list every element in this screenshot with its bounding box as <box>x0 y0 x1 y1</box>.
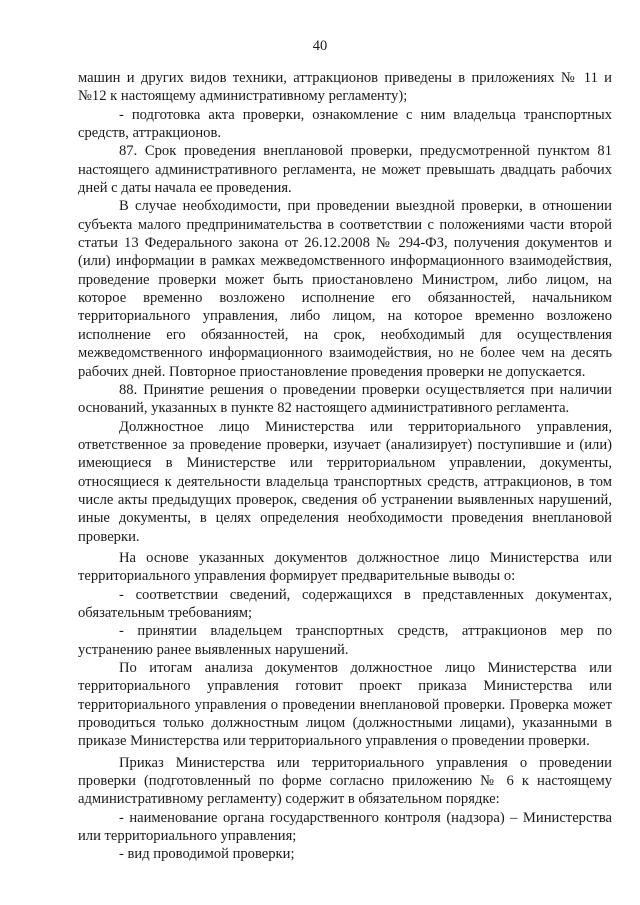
page-number: 40 <box>312 38 328 54</box>
document-body <box>78 69 612 864</box>
paragraph: По итогам анализа документов должностное лицо Министерства или территориального управления готовит проект приказа Министерства или территориального управления о проведении внеплановой проверки. Проверка может проводиться только должностным лицом (должностными лицами), указанными в приказе Министерства или территориального управления о проведении проверки. <box>78 660 612 750</box>
list-item: - соответствии сведений, содержащихся в представленных документах, обязательным требованиям; <box>78 586 612 621</box>
paragraph: На основе указанных документов должностное лицо Министерства или территориального управления формирует предварительные выводы о: <box>78 549 612 585</box>
list-item: - принятии владельцем транспортных средств, аттракционов мер по устранению ранее выявленных нарушений. <box>78 623 612 658</box>
paragraph: Приказ Министерства или территориального управления о проведении проверки (подготовленный по форме согласно приложению № 6 к настоящему административному регламенту) содержит в обязательном порядке: <box>78 754 612 808</box>
paragraph: Должностное лицо Министерства или территориального управления, ответственное за проведение проверки, изучает (анализирует) поступившие и (или) имеющиеся в Министерстве или территориальном управлении, документы, относящиеся к деятельности владельца транспортных средств, аттракционов, в том числе акты предыдущих проверок, сведения об устранении выявленных нарушений, иные документы, в целях определения необходимости проведения внеплановой проверки. <box>78 418 612 545</box>
list-item: - наименование органа государственного контроля (надзора) – Министерства или территориального управления; <box>78 809 612 845</box>
paragraph: машин и других видов техники, аттракционов приведены в приложениях № 11 и №12 к настоящему административному регламенту); <box>78 70 612 105</box>
list-item: - вид проводимой проверки; <box>119 846 295 863</box>
list-item: - подготовка акта проверки, ознакомление с ним владельца транспортных средств, аттракционов. <box>78 106 612 142</box>
paragraph: 87. Срок проведения внеплановой проверки, предусмотренной пунктом 81 настоящего административного регламента, не может превышать двадцать рабочих дней с даты начала ее проведения. <box>78 143 612 197</box>
paragraph: 88. Принятие решения о проведении проверки осуществляется при наличии оснований, указанных в пункте 82 настоящего административного регламента. <box>78 381 612 417</box>
paragraph: В случае необходимости, при проведении выездной проверки, в отношении субъекта малого предпринимательства в соответствии с положениями части второй статьи 13 Федерального закона от 26.12.2008 № 294-ФЗ, получения документов и (или) информации в рамках межведомственного информационного взаимодействия, проведение проверки может быть приостановлено Министром, либо лицом, на которое временно возложено исполнение его обязанностей, начальником территориального управления, либо лицом, на которое временно возложено исполнение его обязанностей, на срок, необходимый для осуществления межведомственного информационного взаимодействия, но не более чем на десять рабочих дней. Повторное приостановление проведения проверки не допускается. <box>78 198 612 380</box>
